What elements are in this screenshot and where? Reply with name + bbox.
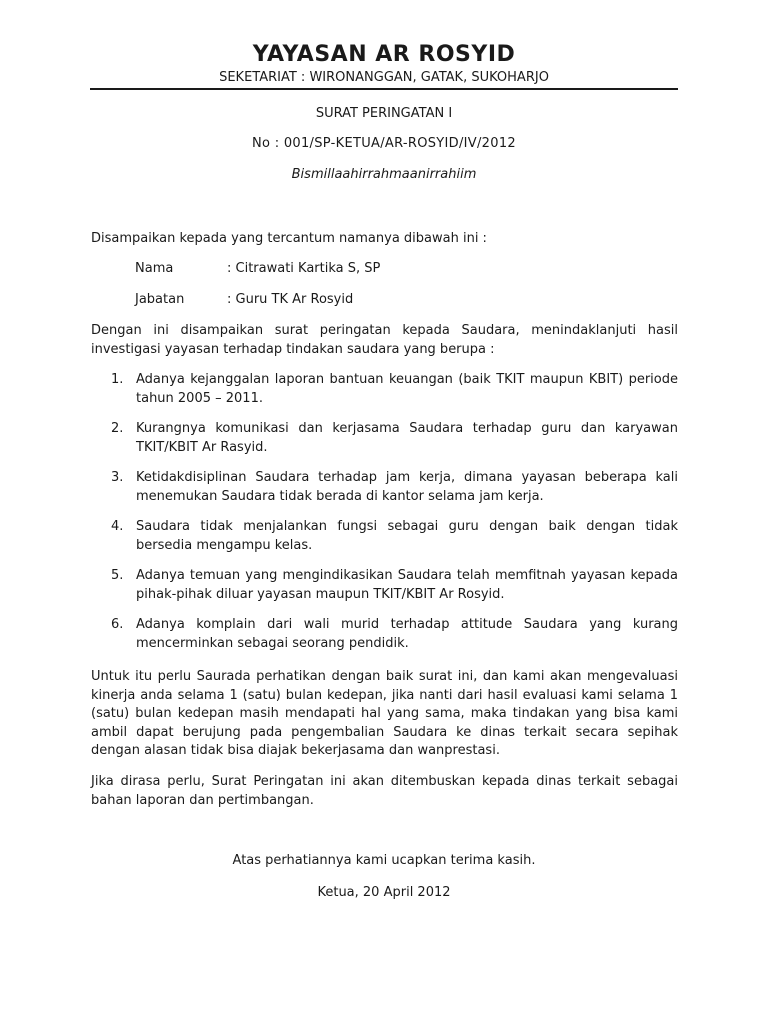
list-text: Ketidakdisiplinan Saudara terhadap jam kerja, dimana yayasan beberapa kali menemukan Saudara tidak berada di kantor selama jam kerja.: [136, 470, 678, 504]
field-value: : Guru TK Ar Rosyid: [227, 292, 354, 307]
list-number: 2.: [111, 421, 124, 436]
list-item: [91, 420, 678, 457]
list-number: 5.: [111, 568, 124, 583]
list-item: [91, 371, 678, 408]
list-number: 6.: [111, 617, 124, 632]
list-text: Adanya kejanggalan laporan bantuan keuangan (baik TKIT maupun KBIT) periode tahun 2005 – 2011.: [136, 372, 678, 406]
body-paragraph-2: Untuk itu perlu Saurada perhatikan dengan baik surat ini, dan kami akan mengevaluasi kinerja anda selama 1 (satu) bulan kedepan, jika nanti dari hasil evaluasi kami selama 1 (satu) bulan kedepan masih mendapati hal yang sama, maka tindakan yang bisa kami ambil dapat berujung pada pengembalian Saudara ke dinas terkait secara sepihak dengan alasan tidak bisa diajak bekerjasama dan wanprestasi.: [91, 669, 678, 758]
letter-title: SURAT PERINGATAN I: [315, 106, 453, 121]
list-text: Saudara tidak menjalankan fungsi sebagai guru dengan baik dengan tidak bersedia mengampu kelas.: [136, 519, 678, 553]
header-divider: [90, 88, 678, 90]
closing-line: Atas perhatiannya kami ucapkan terima kasih.: [232, 853, 536, 868]
list-number: 3.: [111, 470, 124, 485]
field-label: Nama: [135, 261, 174, 276]
list-text: Adanya komplain dari wali murid terhadap attitude Saudara yang kurang mencerminkan sebagai seorang pendidik.: [136, 617, 678, 651]
list-text: Adanya temuan yang mengindikasikan Saudara telah memfitnah yayasan kepada pihak-pihak diluar yayasan maupun TKIT/KBIT Ar Rosyid.: [136, 568, 678, 602]
list-number: 4.: [111, 519, 124, 534]
organization-name: YAYASAN AR ROSYID: [252, 42, 516, 67]
list-item: [91, 469, 678, 506]
list-item: [91, 567, 678, 604]
body-paragraph-3: Jika dirasa perlu, Surat Peringatan ini akan ditembuskan kepada dinas terkait sebagai bahan laporan dan pertimbangan.: [91, 774, 678, 808]
list-item: [91, 616, 678, 653]
basmalah: Bismillaahirrahmaanirrahiim: [291, 167, 477, 182]
list-text: Kurangnya komunikasi dan kerjasama Saudara terhadap guru dan karyawan TKIT/KBIT Ar Rasyid.: [136, 421, 678, 455]
field-name-row: [135, 260, 380, 278]
list-number: 1.: [111, 372, 124, 387]
field-label: Jabatan: [135, 292, 185, 307]
list-item: [91, 518, 678, 555]
field-value: : Citrawati Kartika S, SP: [227, 261, 381, 276]
letter-number: No : 001/SP-KETUA/AR-ROSYID/IV/2012: [252, 136, 516, 151]
body-paragraph-1: Dengan ini disampaikan surat peringatan kepada Saudara, menindaklanjuti hasil investigasi yayasan terhadap tindakan saudara yang berupa :: [91, 323, 678, 357]
field-position-row: [135, 291, 353, 309]
organization-address: SEKETARIAT : WIRONANGGAN, GATAK, SUKOHARJO: [219, 70, 549, 85]
violations-list: [91, 371, 678, 665]
signature-date: Ketua, 20 April 2012: [317, 885, 451, 900]
intro-paragraph: Disampaikan kepada yang tercantum namanya dibawah ini :: [91, 231, 487, 246]
